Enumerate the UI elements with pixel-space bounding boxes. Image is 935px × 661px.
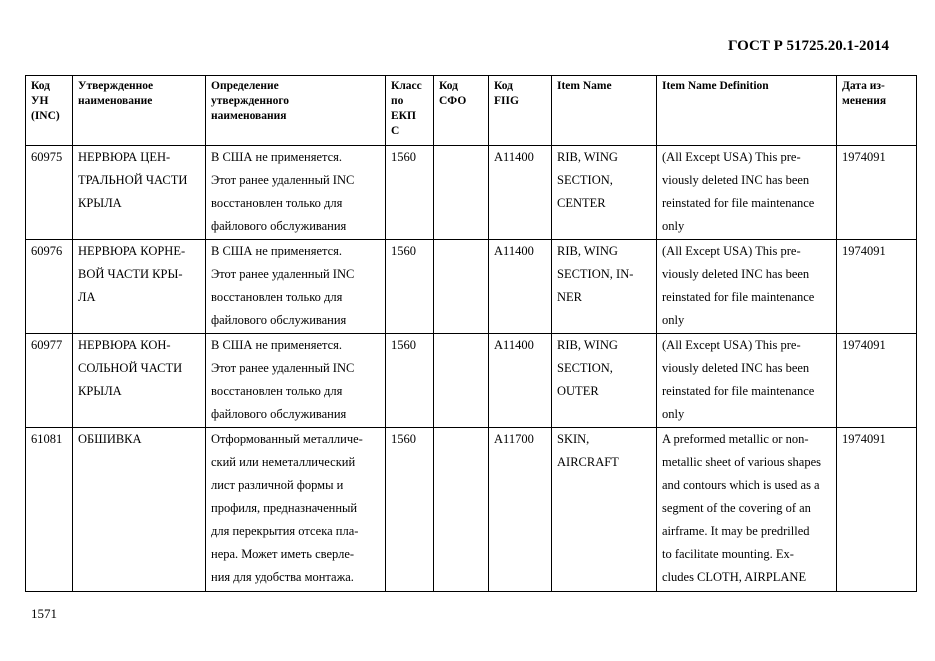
cell-inc-code: 60975 [26,146,73,240]
cell-sfo-code [434,334,489,428]
table-row [26,334,917,428]
cell-inc-code: 61081 [26,428,73,592]
cell-fiig-code: A11700 [489,428,552,592]
cell-change-date: 1974091 [837,334,917,428]
cell-name-definition: В США не применяется. Этот ранее удаленный INC восстановлен только для файлового обслуживания [206,334,386,428]
header-change-date: Дата из- менения [837,76,917,146]
cell-item-name: RIB, WING SECTION, OUTER [552,334,657,428]
cell-sfo-code [434,146,489,240]
cell-item-name-definition: (All Except USA) This pre- viously deleted INC has been reinstated for file maintenance only [657,146,837,240]
cell-inc-code: 60977 [26,334,73,428]
page-number: 1571 [31,606,57,621]
cell-class: 1560 [386,240,434,334]
table-row [26,146,917,240]
header-item-name: Item Name [552,76,657,146]
cell-approved-name: НЕРВЮРА ЦЕН- ТРАЛЬНОЙ ЧАСТИ КРЫЛА [73,146,206,240]
cell-item-name-definition: A preformed metallic or non- metallic sheet of various shapes and contours which is used as a segment of the covering of an airframe. It may be predrilled to facilitate mounting. Ex- cludes CLOTH, AIRPLANE [657,428,837,592]
cell-item-name-definition: (All Except USA) This pre- viously deleted INC has been reinstated for file maintenance only [657,334,837,428]
cell-sfo-code [434,240,489,334]
cell-approved-name: ОБШИВКА [73,428,206,592]
cell-name-definition: В США не применяется. Этот ранее удаленный INC восстановлен только для файлового обслуживания [206,146,386,240]
table-header-row [26,76,917,146]
header-name-definition: Определение утвержденного наименования [206,76,386,146]
cell-change-date: 1974091 [837,240,917,334]
cell-approved-name: НЕРВЮРА КОН- СОЛЬНОЙ ЧАСТИ КРЫЛА [73,334,206,428]
catalog-table [25,75,917,592]
header-item-name-definition: Item Name Definition [657,76,837,146]
header-fiig-code: Код FIIG [489,76,552,146]
document-standard-number: ГОСТ Р 51725.20.1-2014 [727,38,889,54]
header-sfo-code: Код СФО [434,76,489,146]
cell-item-name: RIB, WING SECTION, CENTER [552,146,657,240]
cell-class: 1560 [386,334,434,428]
cell-item-name: SKIN, AIRCRAFT [552,428,657,592]
header-inc-code: Код УН (INC) [26,76,73,146]
cell-change-date: 1974091 [837,428,917,592]
cell-sfo-code [434,428,489,592]
cell-fiig-code: A11400 [489,240,552,334]
header-class: Класс по ЕКП С [386,76,434,146]
cell-fiig-code: A11400 [489,146,552,240]
cell-class: 1560 [386,428,434,592]
header-approved-name: Утвержденное наименование [73,76,206,146]
cell-name-definition: В США не применяется. Этот ранее удаленный INC восстановлен только для файлового обслуживания [206,240,386,334]
table-row [26,240,917,334]
cell-inc-code: 60976 [26,240,73,334]
cell-approved-name: НЕРВЮРА КОРНЕ- ВОЙ ЧАСТИ КРЫ- ЛА [73,240,206,334]
cell-change-date: 1974091 [837,146,917,240]
cell-name-definition: Отформованный металличе- ский или неметаллический лист различной формы и профиля, предназначенный для перекрытия отсека пла- нера. Может иметь сверле- ния для удобства монтажа. [206,428,386,592]
cell-fiig-code: A11400 [489,334,552,428]
cell-item-name-definition: (All Except USA) This pre- viously deleted INC has been reinstated for file maintenance only [657,240,837,334]
table-row [26,428,917,592]
cell-item-name: RIB, WING SECTION, IN- NER [552,240,657,334]
cell-class: 1560 [386,146,434,240]
